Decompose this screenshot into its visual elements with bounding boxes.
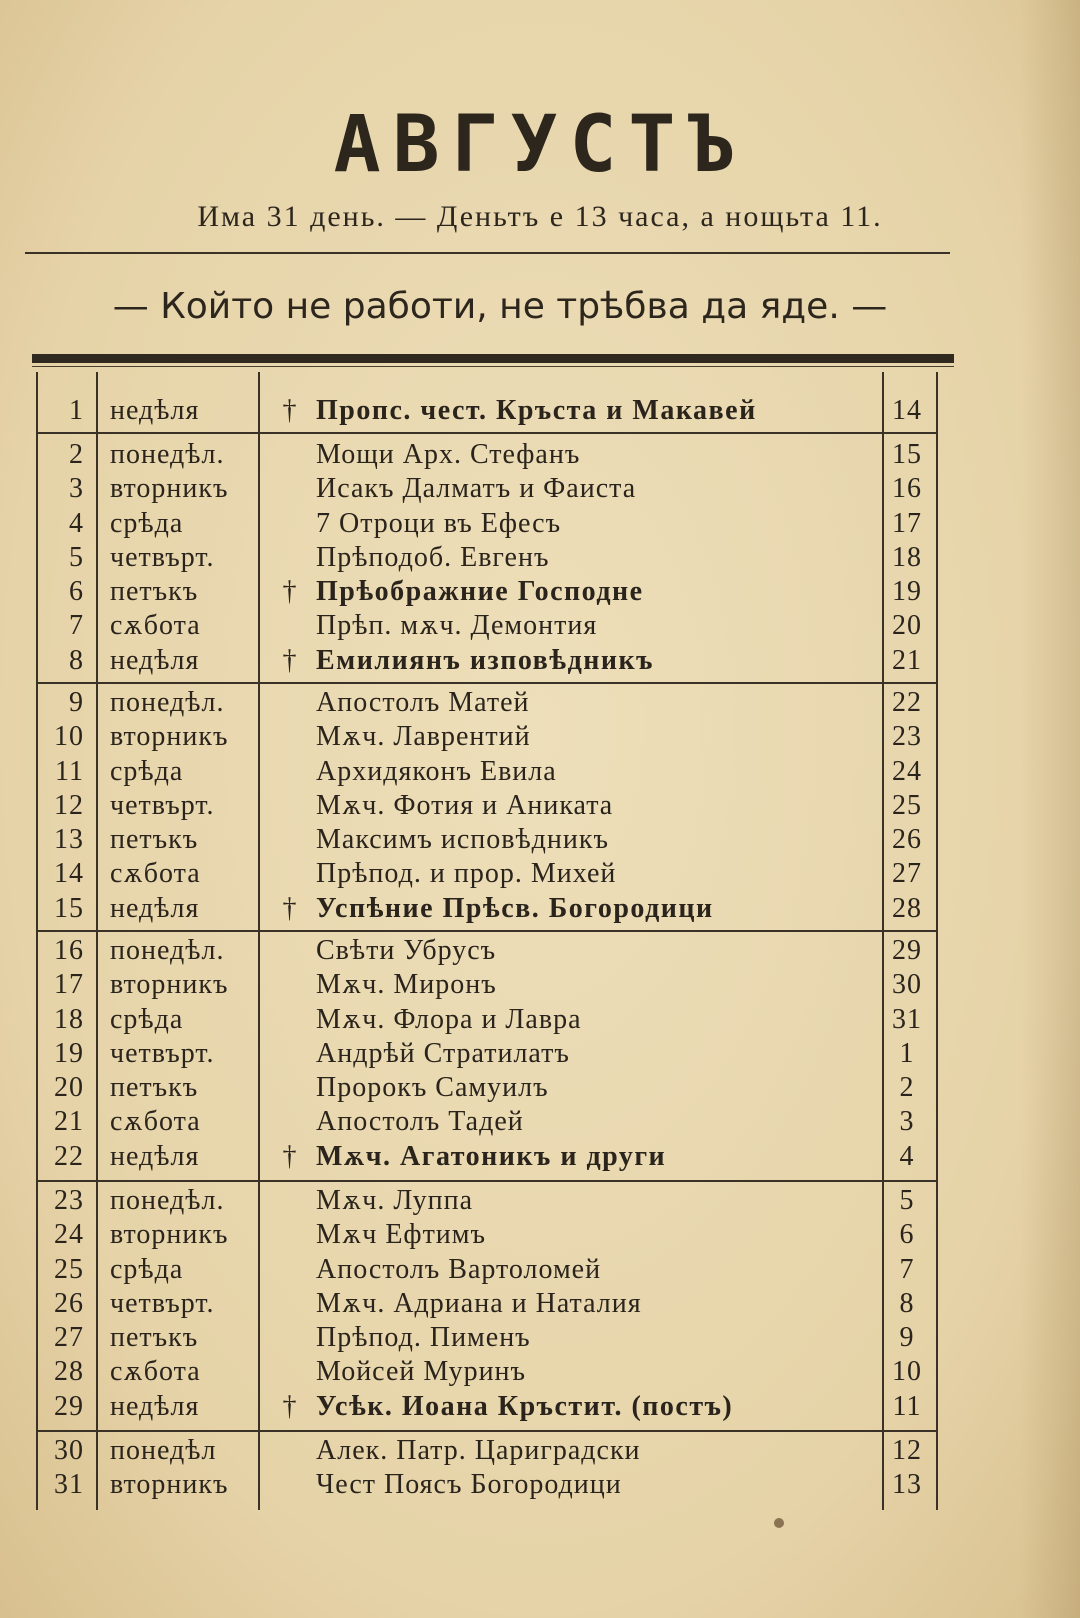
feast-cross: † bbox=[282, 1141, 298, 1172]
table-row bbox=[0, 823, 1080, 857]
saint-name: Апостолъ Тадей bbox=[316, 1106, 524, 1137]
table-row bbox=[0, 968, 1080, 1002]
weekday-name: четвърт. bbox=[110, 1038, 215, 1069]
saint-name: Мѫч. Адриана и Наталия bbox=[316, 1288, 642, 1319]
day-number: 3 bbox=[69, 473, 84, 504]
saint-name: Алек. Патр. Цариградски bbox=[316, 1435, 641, 1466]
weekday-name: срѣда bbox=[110, 1004, 184, 1035]
saint-name: Мѫч. Флора и Лавра bbox=[316, 1004, 582, 1035]
day-number: 1 bbox=[69, 395, 84, 426]
table-row bbox=[0, 857, 1080, 891]
month-info: Има 31 день. — Деньтъ е 13 часа, а нощьта 11. bbox=[197, 200, 883, 233]
saint-name: Мѫч. Лаврентий bbox=[316, 721, 531, 752]
table-row bbox=[0, 1434, 1080, 1468]
old-style-date: 24 bbox=[892, 756, 922, 787]
table-row bbox=[0, 1037, 1080, 1071]
old-style-date: 17 bbox=[892, 508, 922, 539]
day-number: 20 bbox=[54, 1072, 84, 1103]
old-style-date: 20 bbox=[892, 610, 922, 641]
old-style-date: 23 bbox=[892, 721, 922, 752]
saint-name: Усѣк. Иоана Кръстит. (постъ) bbox=[316, 1391, 734, 1422]
page-title: АВГУСТЪ bbox=[333, 100, 747, 190]
old-style-date: 31 bbox=[892, 1004, 922, 1035]
day-number: 24 bbox=[54, 1219, 84, 1250]
day-number: 17 bbox=[54, 969, 84, 1000]
table-row bbox=[0, 609, 1080, 643]
old-style-date: 28 bbox=[892, 893, 922, 924]
saint-name: Прѣпод. и прор. Михей bbox=[316, 858, 617, 889]
feast-cross: † bbox=[282, 395, 298, 426]
table-row bbox=[0, 1218, 1080, 1252]
weekday-name: петъкъ bbox=[110, 576, 199, 607]
old-style-date: 25 bbox=[892, 790, 922, 821]
table-row bbox=[0, 575, 1080, 609]
old-style-date: 8 bbox=[899, 1288, 915, 1319]
table-row bbox=[0, 1355, 1080, 1389]
day-number: 11 bbox=[55, 756, 84, 787]
weekday-name: недѣля bbox=[110, 645, 200, 676]
saint-name: Мѫч. Миронъ bbox=[316, 969, 497, 1000]
table-row bbox=[0, 892, 1080, 926]
saint-name: Свѣти Убрусъ bbox=[316, 935, 497, 966]
table-row bbox=[0, 541, 1080, 575]
weekday-name: понедѣл. bbox=[110, 1185, 225, 1216]
table-row bbox=[0, 1140, 1080, 1174]
weekday-name: срѣда bbox=[110, 1254, 184, 1285]
day-number: 27 bbox=[54, 1322, 84, 1353]
old-style-date: 11 bbox=[892, 1391, 922, 1422]
day-number: 2 bbox=[69, 439, 84, 470]
table-row bbox=[0, 1071, 1080, 1105]
weekday-name: недѣля bbox=[110, 395, 200, 426]
weekday-name: понедѣл. bbox=[110, 687, 225, 718]
old-style-date: 12 bbox=[892, 1435, 922, 1466]
day-number: 31 bbox=[54, 1469, 84, 1500]
day-number: 13 bbox=[54, 824, 84, 855]
old-style-date: 7 bbox=[899, 1254, 915, 1285]
feast-cross: † bbox=[282, 893, 298, 924]
weekday-name: четвърт. bbox=[110, 790, 215, 821]
weekday-name: сѫбота bbox=[110, 858, 201, 889]
day-number: 19 bbox=[54, 1038, 84, 1069]
saint-name: Максимъ исповѣдникъ bbox=[316, 824, 609, 855]
saint-name: 7 Отроци въ Ефесъ bbox=[316, 508, 562, 539]
saint-name: Успѣние Прѣсв. Богородици bbox=[316, 893, 714, 924]
table-row bbox=[0, 1468, 1080, 1502]
old-style-date: 19 bbox=[892, 576, 922, 607]
saint-name: Архидяконъ Евила bbox=[316, 756, 557, 787]
saint-name: Исакъ Далматъ и Фаиста bbox=[316, 473, 637, 504]
weekday-name: вторникъ bbox=[110, 473, 229, 504]
day-number: 22 bbox=[54, 1141, 84, 1172]
old-style-date: 2 bbox=[899, 1072, 915, 1103]
saint-name: Прѣпод. Пименъ bbox=[316, 1322, 531, 1353]
saint-name: Апостолъ Матей bbox=[316, 687, 530, 718]
table-row bbox=[0, 472, 1080, 506]
saint-name: Прѣподоб. Евгенъ bbox=[316, 542, 550, 573]
saint-name: Андрѣй Стратилатъ bbox=[316, 1038, 570, 1069]
saint-name: Мѫч. Луппа bbox=[316, 1185, 474, 1216]
weekday-name: понедѣл. bbox=[110, 935, 225, 966]
day-number: 29 bbox=[54, 1391, 84, 1422]
table-row bbox=[0, 1105, 1080, 1139]
day-number: 26 bbox=[54, 1288, 84, 1319]
old-style-date: 13 bbox=[892, 1469, 922, 1500]
saint-name: Мощи Арх. Стефанъ bbox=[316, 439, 581, 470]
table-row bbox=[0, 394, 1080, 428]
saint-name: Емилиянъ изповѣдникъ bbox=[316, 645, 654, 676]
table-row bbox=[0, 1287, 1080, 1321]
day-number: 21 bbox=[54, 1106, 84, 1137]
day-number: 12 bbox=[54, 790, 84, 821]
weekday-name: понедѣл. bbox=[110, 439, 225, 470]
old-style-date: 14 bbox=[892, 395, 922, 426]
table-row bbox=[0, 438, 1080, 472]
old-style-date: 15 bbox=[892, 439, 922, 470]
saint-name: Прѣображние Господне bbox=[316, 576, 644, 607]
weekday-name: петъкъ bbox=[110, 1322, 199, 1353]
weekday-name: четвърт. bbox=[110, 1288, 215, 1319]
day-number: 15 bbox=[54, 893, 84, 924]
weekday-name: понедѣл bbox=[110, 1435, 217, 1466]
day-number: 8 bbox=[69, 645, 84, 676]
saint-name: Пропс. чест. Кръста и Макавей bbox=[316, 395, 757, 426]
weekday-name: вторникъ bbox=[110, 1219, 229, 1250]
weekday-name: петъкъ bbox=[110, 824, 199, 855]
weekday-name: вторникъ bbox=[110, 1469, 229, 1500]
old-style-date: 30 bbox=[892, 969, 922, 1000]
old-style-date: 1 bbox=[899, 1038, 915, 1069]
saint-name: Мойсей Муринъ bbox=[316, 1356, 527, 1387]
old-style-date: 5 bbox=[899, 1185, 915, 1216]
weekday-name: срѣда bbox=[110, 508, 184, 539]
old-style-date: 29 bbox=[892, 935, 922, 966]
saint-name: Мѫч. Агатоникъ и други bbox=[316, 1141, 667, 1172]
weekday-name: сѫбота bbox=[110, 1106, 201, 1137]
day-number: 10 bbox=[54, 721, 84, 752]
day-number: 23 bbox=[54, 1185, 84, 1216]
saint-name: Чест Поясъ Богородици bbox=[316, 1469, 622, 1500]
feast-cross: † bbox=[282, 576, 298, 607]
table-row bbox=[0, 507, 1080, 541]
motto: — Който не работи, не трѣбва да яде. — bbox=[112, 286, 888, 327]
weekday-name: сѫбота bbox=[110, 610, 201, 641]
old-style-date: 9 bbox=[899, 1322, 915, 1353]
table-row bbox=[0, 644, 1080, 678]
weekday-name: четвърт. bbox=[110, 542, 215, 573]
table-row bbox=[0, 1003, 1080, 1037]
weekday-name: петъкъ bbox=[110, 1072, 199, 1103]
old-style-date: 18 bbox=[892, 542, 922, 573]
saint-name: Пророкъ Самуилъ bbox=[316, 1072, 549, 1103]
old-style-date: 22 bbox=[892, 687, 922, 718]
weekday-name: недѣля bbox=[110, 1141, 200, 1172]
table-row bbox=[0, 686, 1080, 720]
saint-name: Мѫч Ефтимъ bbox=[316, 1219, 486, 1250]
weekday-name: недѣля bbox=[110, 893, 200, 924]
saint-name: Мѫч. Фотия и Аниката bbox=[316, 790, 614, 821]
old-style-date: 3 bbox=[899, 1106, 915, 1137]
weekday-name: вторникъ bbox=[110, 969, 229, 1000]
day-number: 14 bbox=[54, 858, 84, 889]
weekday-name: срѣда bbox=[110, 756, 184, 787]
day-number: 25 bbox=[54, 1254, 84, 1285]
day-number: 6 bbox=[69, 576, 84, 607]
table-row bbox=[0, 1321, 1080, 1355]
table-row bbox=[0, 1390, 1080, 1424]
old-style-date: 16 bbox=[892, 473, 922, 504]
day-number: 16 bbox=[54, 935, 84, 966]
table-row bbox=[0, 934, 1080, 968]
table-row bbox=[0, 1253, 1080, 1287]
table-row bbox=[0, 720, 1080, 754]
table-row bbox=[0, 789, 1080, 823]
day-number: 28 bbox=[54, 1356, 84, 1387]
day-number: 7 bbox=[69, 610, 84, 641]
day-number: 4 bbox=[69, 508, 84, 539]
old-style-date: 6 bbox=[899, 1219, 915, 1250]
old-style-date: 27 bbox=[892, 858, 922, 889]
saint-name: Апостолъ Вартоломей bbox=[316, 1254, 602, 1285]
day-number: 5 bbox=[69, 542, 84, 573]
old-style-date: 10 bbox=[892, 1356, 922, 1387]
old-style-date: 4 bbox=[899, 1141, 915, 1172]
feast-cross: † bbox=[282, 645, 298, 676]
day-number: 9 bbox=[69, 687, 84, 718]
table-row bbox=[0, 755, 1080, 789]
paper-speck bbox=[774, 1518, 784, 1528]
day-number: 18 bbox=[54, 1004, 84, 1035]
feast-cross: † bbox=[282, 1391, 298, 1422]
day-number: 30 bbox=[54, 1435, 84, 1466]
table-row bbox=[0, 1184, 1080, 1218]
old-style-date: 21 bbox=[892, 645, 922, 676]
weekday-name: вторникъ bbox=[110, 721, 229, 752]
weekday-name: сѫбота bbox=[110, 1356, 201, 1387]
weekday-name: недѣля bbox=[110, 1391, 200, 1422]
saint-name: Прѣп. мѫч. Демонтия bbox=[316, 610, 598, 641]
old-style-date: 26 bbox=[892, 824, 922, 855]
